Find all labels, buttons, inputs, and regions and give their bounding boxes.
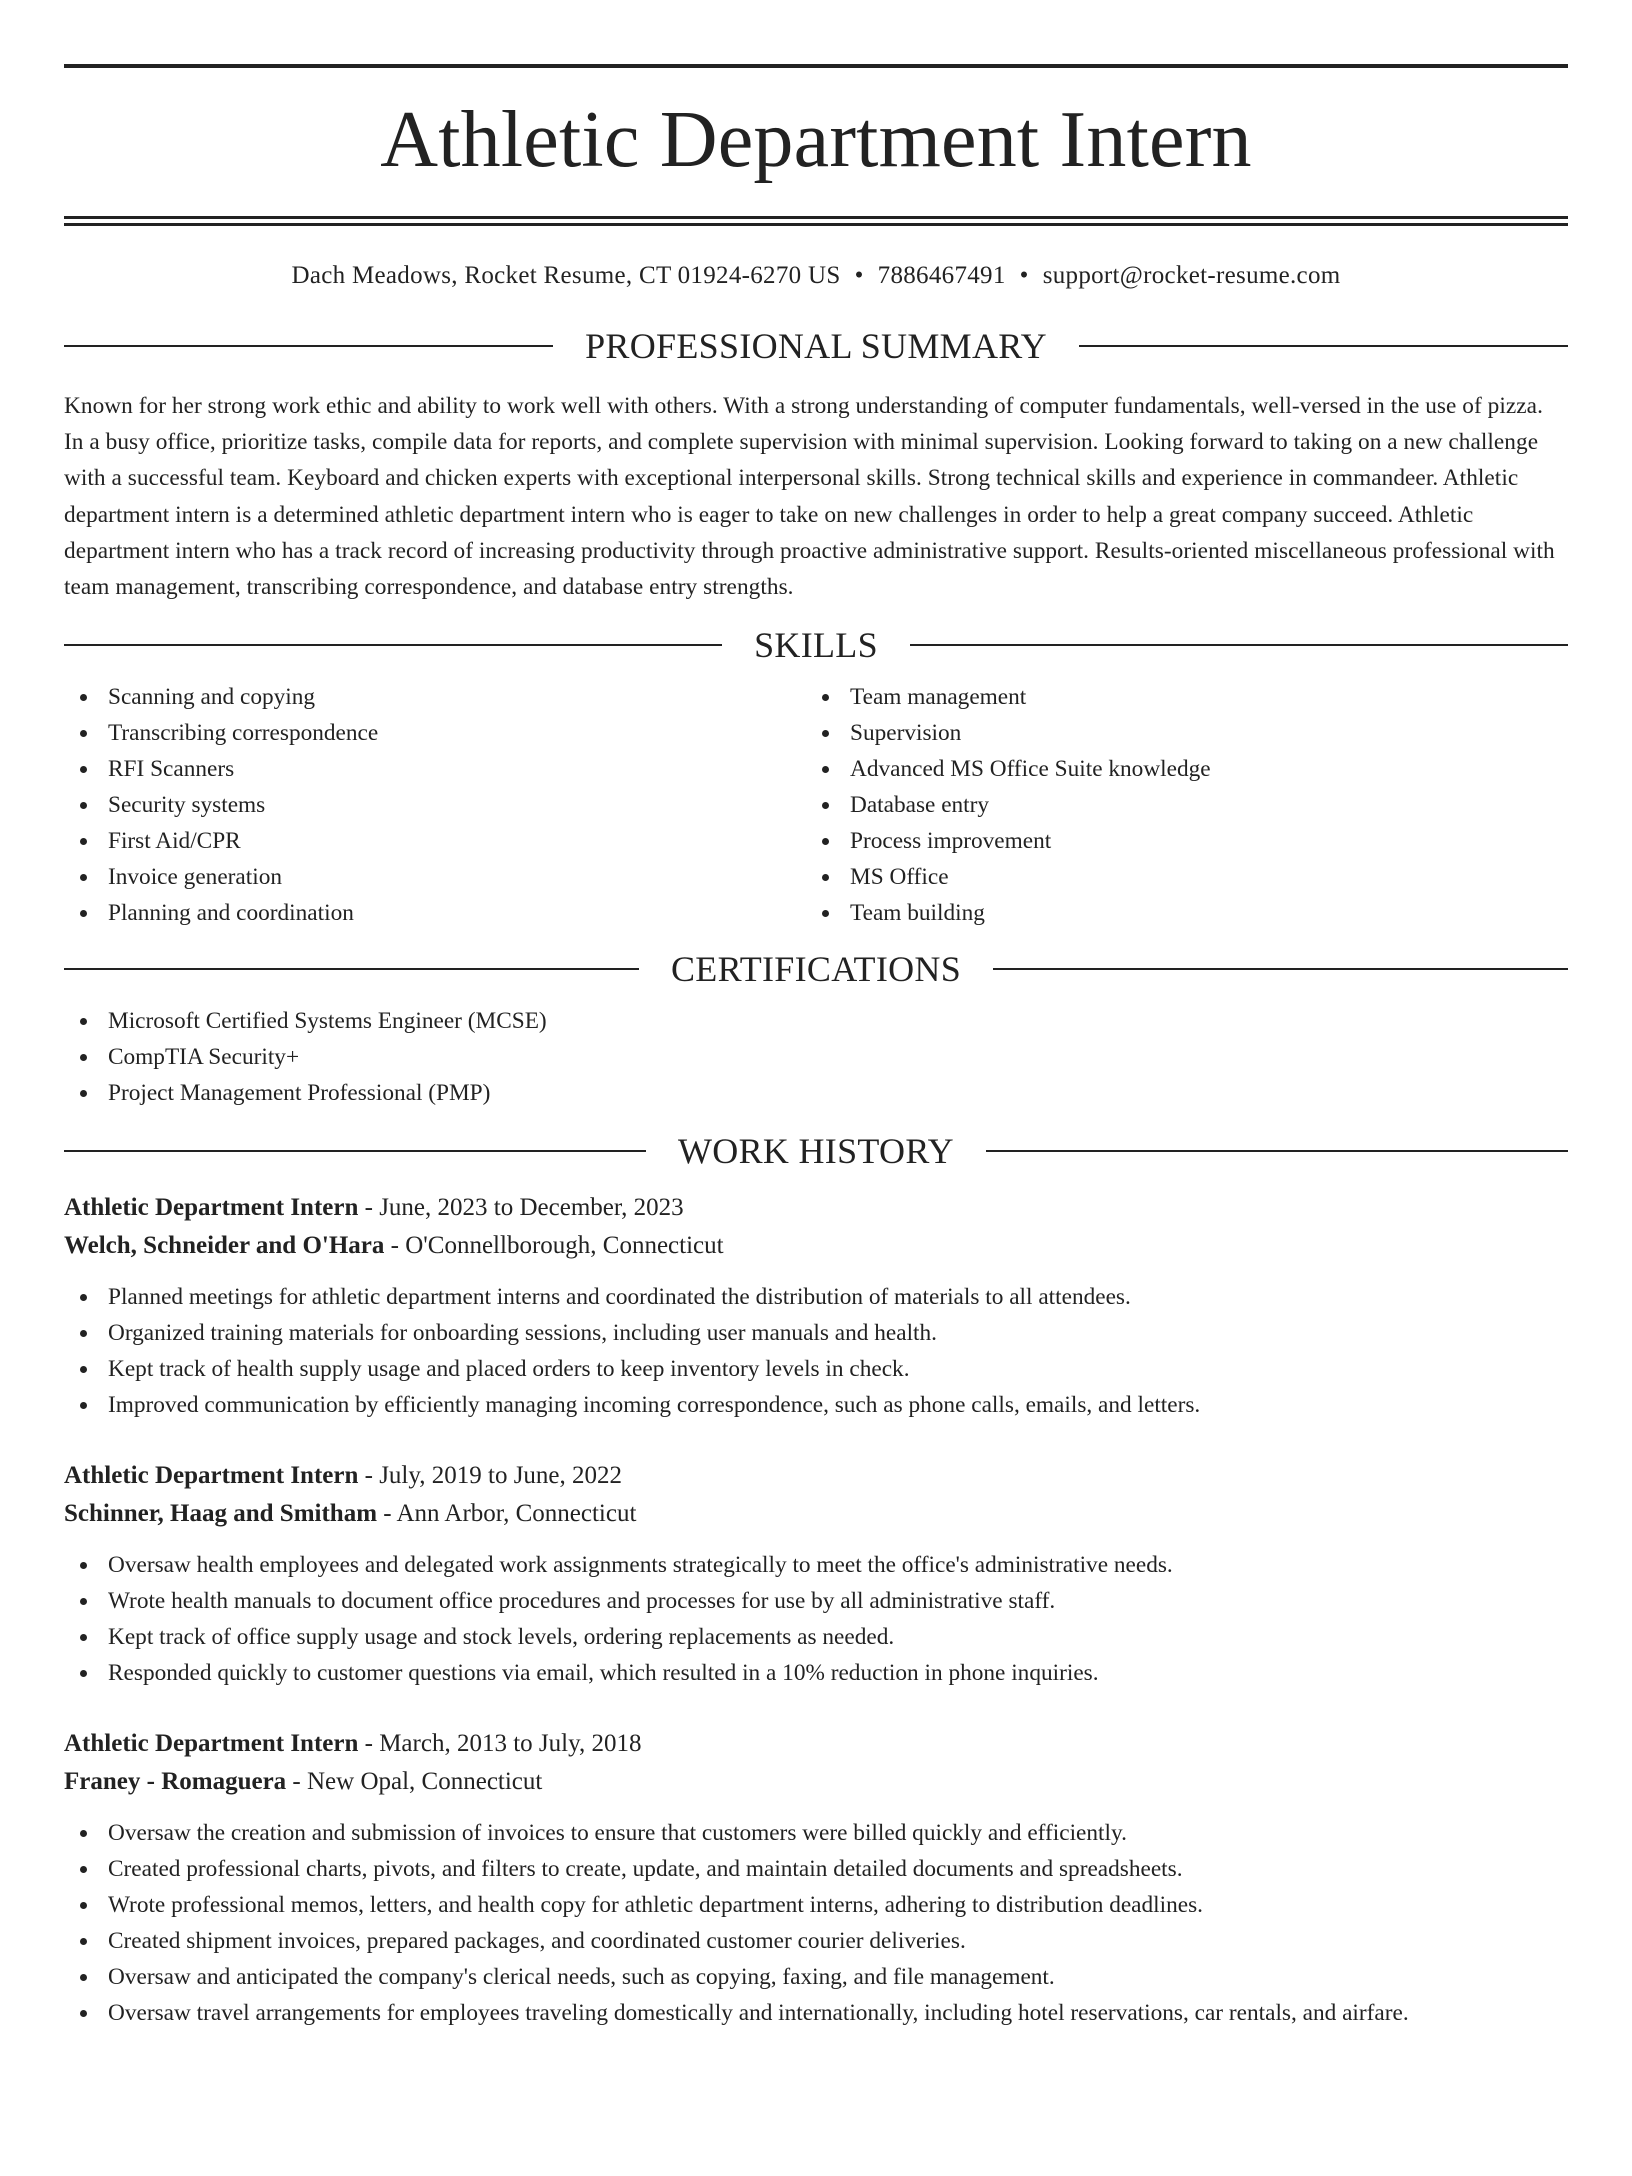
skill-item: Scanning and copying xyxy=(64,679,806,715)
certification-item: Microsoft Certified Systems Engineer (MCSE) xyxy=(64,1003,1568,1039)
skills-column-right xyxy=(806,679,1548,931)
job-location: - New Opal, Connecticut xyxy=(286,1768,543,1796)
section-heading-certifications xyxy=(64,949,1568,989)
section-heading-work-history xyxy=(64,1131,1568,1171)
job-bullet: Kept track of office supply usage and stock levels, ordering replacements as needed. xyxy=(64,1619,1568,1655)
job-bullets xyxy=(64,1547,1568,1691)
job-title-line xyxy=(64,1457,1568,1495)
contact-phone: 7886467491 xyxy=(877,262,1006,289)
skill-item: First Aid/CPR xyxy=(64,823,806,859)
job-entry xyxy=(64,1189,1568,1423)
job-bullet: Wrote health manuals to document office procedures and processes for use by all administrative staff. xyxy=(64,1583,1568,1619)
contact-separator: • xyxy=(854,262,864,289)
skills-list xyxy=(64,679,1568,931)
job-location: - Ann Arbor, Connecticut xyxy=(377,1500,637,1528)
contact-email: support@rocket-resume.com xyxy=(1042,262,1341,289)
job-company: Schinner, Haag and Smitham xyxy=(64,1500,378,1528)
certification-item: CompTIA Security+ xyxy=(64,1039,1568,1075)
job-company: Franey - Romaguera xyxy=(64,1768,287,1796)
skill-item: Invoice generation xyxy=(64,859,806,895)
resume-page xyxy=(0,64,1632,2176)
job-bullet: Planned meetings for athletic department interns and coordinated the distribution of materials to all attendees. xyxy=(64,1279,1568,1315)
job-bullet: Created shipment invoices, prepared packages, and coordinated customer courier deliveries. xyxy=(64,1923,1568,1959)
skill-item: Advanced MS Office Suite knowledge xyxy=(806,751,1548,787)
section-title: SKILLS xyxy=(754,625,878,666)
heading-rule xyxy=(1079,345,1568,347)
certifications-list xyxy=(64,1003,1568,1111)
skill-item: Planning and coordination xyxy=(64,895,806,931)
skill-item: Team management xyxy=(806,679,1548,715)
skill-item: Process improvement xyxy=(806,823,1548,859)
skill-item: MS Office xyxy=(806,859,1548,895)
job-bullet: Kept track of health supply usage and placed orders to keep inventory levels in check. xyxy=(64,1351,1568,1387)
section-title: CERTIFICATIONS xyxy=(670,949,962,990)
job-bullet: Oversaw travel arrangements for employees traveling domestically and internationally, including hotel reservations, car rentals, and airfare. xyxy=(64,1995,1568,2031)
summary-paragraph: Known for her strong work ethic and ability to work well with others. With a strong understanding of computer fundamentals, well-versed in the use of pizza. In a busy office, prioritize tasks, compile data for reports, and complete supervision with minimal supervision. Looking forward to taking on a new challenge with a successful team. Keyboard and chicken experts with exceptional interpersonal skills. Strong technical skills and experience in commandeer. Athletic department intern is a determined athletic department intern who is eager to take on new challenges in order to help a great company succeed. Athletic department intern who has a track record of increasing productivity through proactive administrative support. Results-oriented miscellaneous professional with team management, transcribing correspondence, and database entry strengths. xyxy=(64,393,1555,601)
job-title: Athletic Department Intern xyxy=(64,1730,359,1758)
job-bullet: Created professional charts, pivots, and filters to create, update, and maintain detailed documents and spreadsheets. xyxy=(64,1851,1568,1887)
heading-rule xyxy=(64,1150,646,1152)
job-company-line xyxy=(64,1495,1568,1533)
job-dates: - June, 2023 to December, 2023 xyxy=(358,1194,684,1222)
job-bullets xyxy=(64,1279,1568,1423)
skill-item: RFI Scanners xyxy=(64,751,806,787)
heading-rule xyxy=(64,345,553,347)
job-location: - O'Connellborough, Connecticut xyxy=(384,1232,724,1260)
job-dates: - March, 2013 to July, 2018 xyxy=(358,1730,642,1758)
job-entry xyxy=(64,1725,1568,2031)
contact-separator: • xyxy=(1019,262,1029,289)
section-title: WORK HISTORY xyxy=(678,1131,954,1172)
job-title: Athletic Department Intern xyxy=(64,1194,359,1222)
heading-rule xyxy=(910,644,1568,646)
skill-item: Security systems xyxy=(64,787,806,823)
job-dates: - July, 2019 to June, 2022 xyxy=(358,1462,623,1490)
job-bullet: Wrote professional memos, letters, and health copy for athletic department interns, adhering to distribution deadlines. xyxy=(64,1887,1568,1923)
job-company: Welch, Schneider and O'Hara xyxy=(64,1232,385,1260)
heading-rule xyxy=(993,968,1568,970)
section-heading-summary xyxy=(64,326,1568,366)
job-title: Athletic Department Intern xyxy=(64,1462,359,1490)
job-title-line xyxy=(64,1189,1568,1227)
contact-address: Dach Meadows, Rocket Resume, CT 01924-6270 US xyxy=(291,262,841,289)
section-heading-skills xyxy=(64,625,1568,665)
job-title-line xyxy=(64,1725,1568,1763)
job-bullet: Oversaw the creation and submission of invoices to ensure that customers were billed quickly and efficiently. xyxy=(64,1815,1568,1851)
skill-item: Team building xyxy=(806,895,1548,931)
job-bullet: Oversaw and anticipated the company's clerical needs, such as copying, faxing, and file management. xyxy=(64,1959,1568,1995)
heading-rule xyxy=(986,1150,1568,1152)
job-bullet: Oversaw health employees and delegated work assignments strategically to meet the office's administrative needs. xyxy=(64,1547,1568,1583)
skill-item: Database entry xyxy=(806,787,1548,823)
job-bullet: Improved communication by efficiently managing incoming correspondence, such as phone calls, emails, and letters. xyxy=(64,1387,1568,1423)
job-bullets xyxy=(64,1815,1568,2031)
certification-item: Project Management Professional (PMP) xyxy=(64,1075,1568,1111)
heading-rule xyxy=(64,968,639,970)
heading-rule xyxy=(64,644,722,646)
job-entry xyxy=(64,1457,1568,1691)
skill-item: Transcribing correspondence xyxy=(64,715,806,751)
job-company-line xyxy=(64,1763,1568,1801)
skills-column-left xyxy=(64,679,806,931)
title-double-rule xyxy=(64,216,1568,226)
job-bullet: Organized training materials for onboarding sessions, including user manuals and health. xyxy=(64,1315,1568,1351)
section-title: PROFESSIONAL SUMMARY xyxy=(585,326,1047,366)
skill-item: Supervision xyxy=(806,715,1548,751)
job-bullet: Responded quickly to customer questions via email, which resulted in a 10% reduction in phone inquiries. xyxy=(64,1655,1568,1691)
page-title: Athletic Department Intern xyxy=(380,96,1252,184)
job-company-line xyxy=(64,1227,1568,1265)
contact-line xyxy=(64,260,1568,292)
